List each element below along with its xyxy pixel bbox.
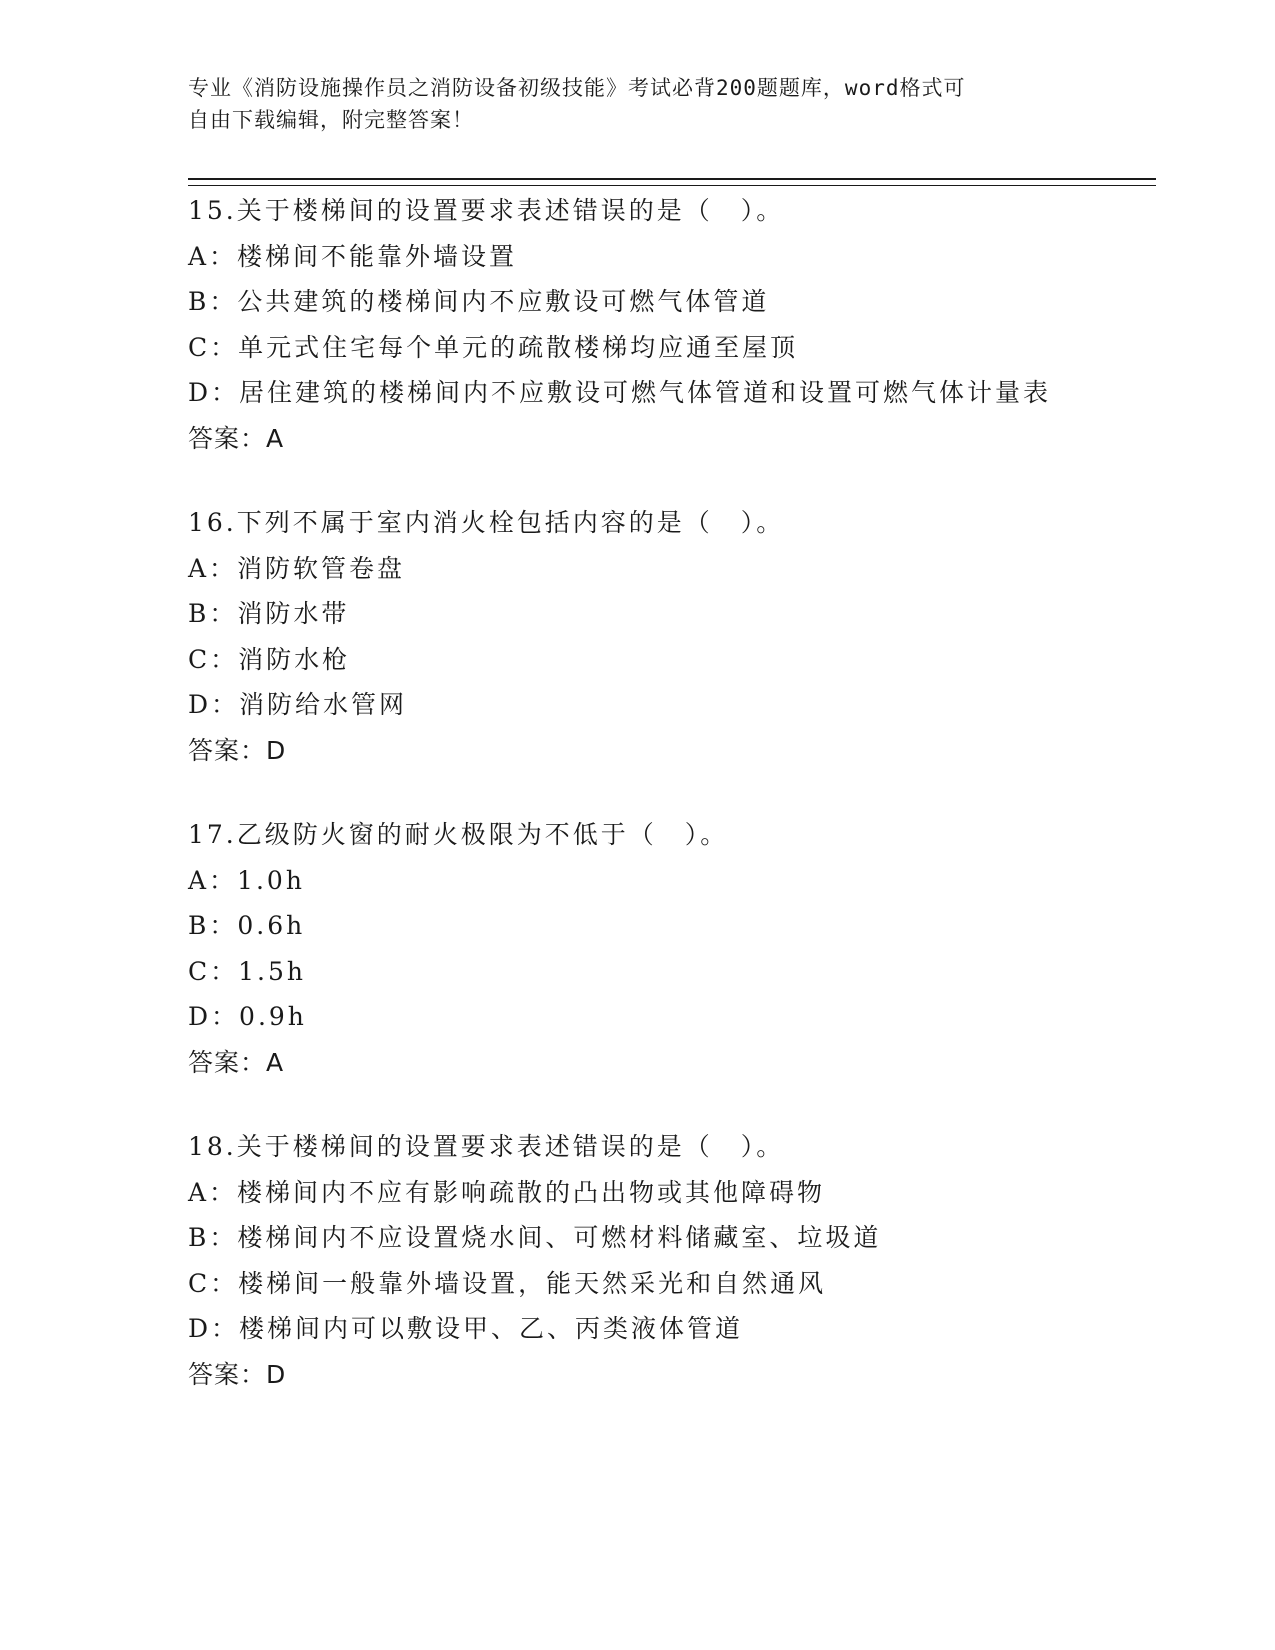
option-b: B：楼梯间内不应设置烧水间、可燃材料储藏室、垃圾道 (188, 1223, 882, 1252)
question-list (188, 188, 1156, 1436)
option-c: C：单元式住宅每个单元的疏散楼梯均应通至屋顶 (188, 332, 799, 362)
option-c: C：1.5h (188, 956, 306, 986)
answer-text: 答案：A (188, 1047, 285, 1077)
question-stem: 17.乙级防火窗的耐火极限为不低于（ ）。 (188, 820, 729, 849)
header-line-1: 专业《消防设施操作员之消防设备初级技能》考试必背200题题库，word格式可 (188, 76, 966, 100)
option-d: D：0.9h (188, 1002, 307, 1031)
option-a: A：楼梯间不能靠外墙设置 (188, 241, 518, 271)
option-a: A：消防软管卷盘 (188, 553, 406, 583)
option-d: D：楼梯间内可以敷设甲、乙、丙类液体管道 (188, 1314, 744, 1343)
option-d: D：居住建筑的楼梯间内不应敷设可燃气体管道和设置可燃气体计量表 (188, 378, 1052, 407)
option-c: C：楼梯间一般靠外墙设置，能天然采光和自然通风 (188, 1268, 827, 1298)
question-stem: 18.关于楼梯间的设置要求表述错误的是（ ）。 (188, 1132, 785, 1161)
question-17 (188, 812, 1156, 1085)
option-a: A：楼梯间内不应有影响疏散的凸出物或其他障碍物 (188, 1177, 826, 1207)
option-b: B：公共建筑的楼梯间内不应敷设可燃气体管道 (188, 287, 770, 316)
option-d: D：消防给水管网 (188, 690, 408, 719)
option-b: B：消防水带 (188, 599, 350, 628)
question-16 (188, 500, 1156, 773)
answer-text: 答案：D (188, 1359, 287, 1389)
answer-text: 答案：A (188, 423, 285, 453)
option-b: B：0.6h (188, 911, 306, 940)
question-15 (188, 188, 1156, 461)
option-c: C：消防水枪 (188, 644, 351, 674)
answer-text: 答案：D (188, 735, 287, 765)
header-line-2: 自由下载编辑，附完整答案！ (188, 108, 474, 132)
document-header (188, 72, 1088, 136)
option-a: A：1.0h (188, 865, 305, 895)
question-18 (188, 1124, 1156, 1397)
question-stem: 16.下列不属于室内消火栓包括内容的是（ ）。 (188, 508, 785, 537)
question-stem: 15.关于楼梯间的设置要求表述错误的是（ ）。 (188, 196, 785, 225)
header-divider (188, 178, 1156, 186)
